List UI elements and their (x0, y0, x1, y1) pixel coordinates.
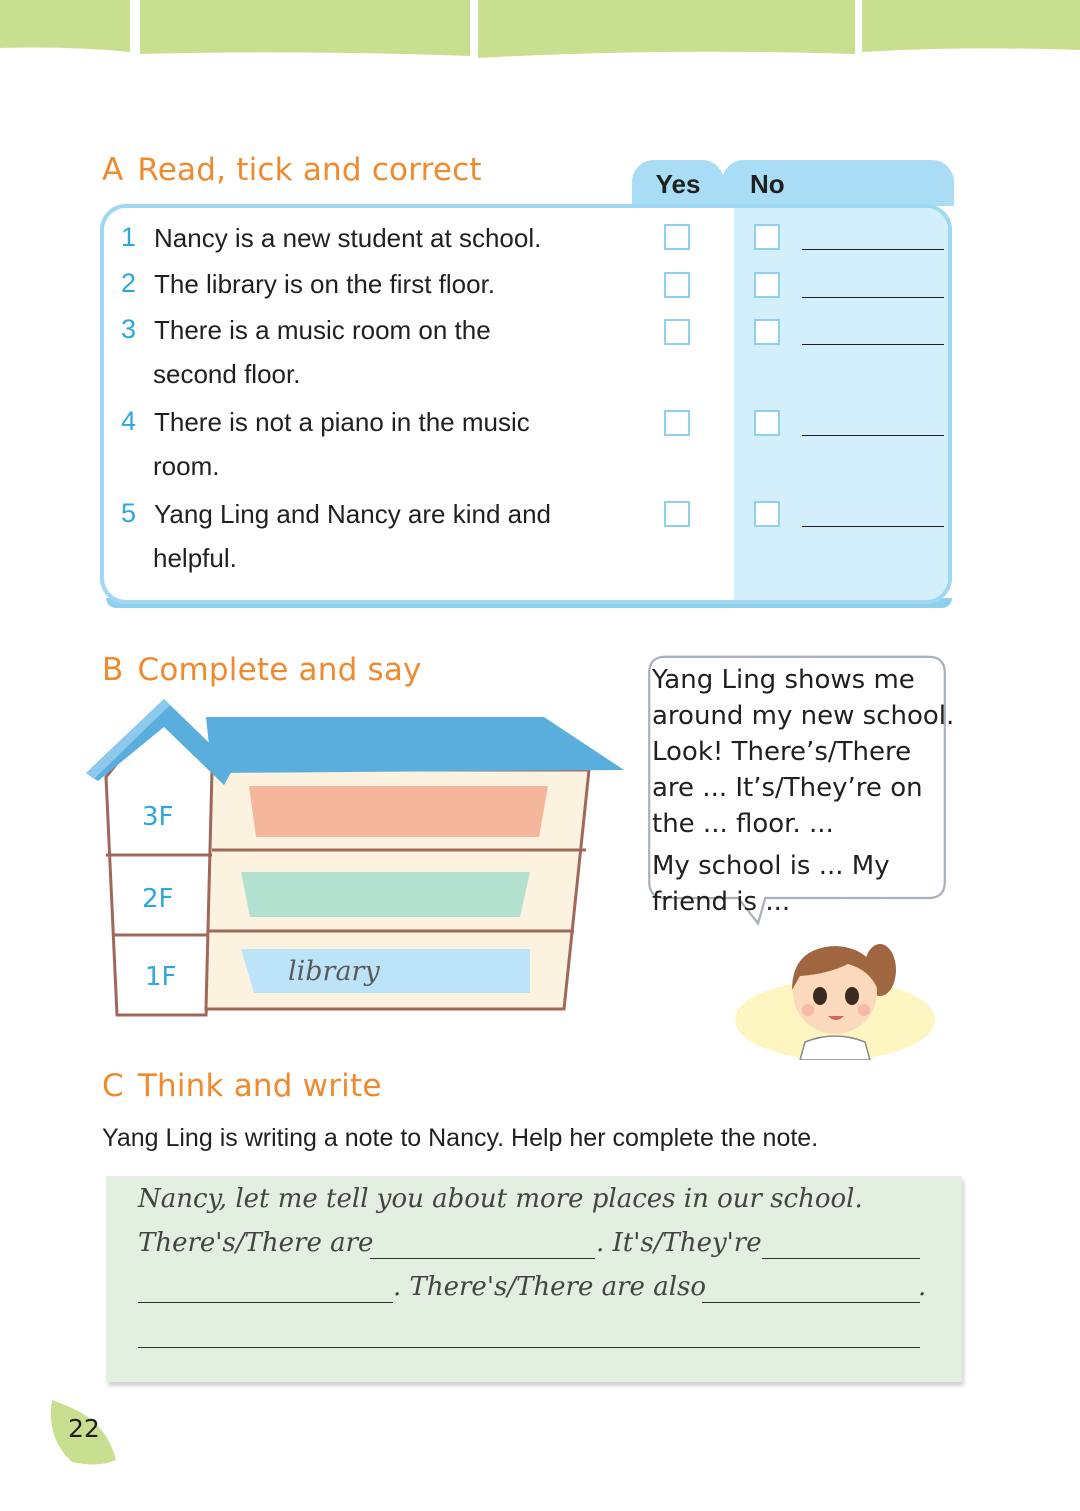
section-c-instruction: Yang Ling is writing a note to Nancy. Help her complete the note. (102, 1124, 819, 1152)
bubble-text: Yang Ling shows me around my new school. Look! There’s/There are ... It’s/They’re on the ... floor. ... My school is ... My friend is ... (652, 665, 955, 917)
page-number: 22 (68, 1414, 100, 1443)
girl-character (730, 930, 940, 1060)
section-a-title: A Read, tick and correct (102, 152, 482, 188)
question-text: Nancy is a new student at school. (154, 223, 542, 253)
question-number: 4 (121, 406, 137, 436)
question-text: There is a music room on the (154, 315, 491, 345)
no-checkbox-4[interactable] (754, 410, 780, 436)
note-blank-1[interactable] (370, 1258, 595, 1259)
yes-checkbox-2[interactable] (664, 272, 690, 298)
no-checkbox-5[interactable] (754, 501, 780, 527)
question-text-cont: room. (153, 451, 220, 481)
yes-checkbox-5[interactable] (664, 501, 690, 527)
floor-label-1f: 1F (145, 962, 177, 992)
note-blank-5[interactable] (138, 1347, 920, 1348)
floor-label-2f: 2F (142, 884, 174, 914)
answer-column-bg (734, 208, 952, 604)
note-line-1: Nancy, let me tell you about more places in our school. (138, 1184, 863, 1214)
note-blank-2[interactable] (762, 1258, 920, 1259)
correction-line-1[interactable] (802, 249, 944, 250)
no-checkbox-1[interactable] (754, 224, 780, 250)
question-number: 1 (121, 222, 137, 252)
question-number: 3 (121, 314, 137, 344)
note-text: . (918, 1272, 927, 1302)
no-checkbox-2[interactable] (754, 272, 780, 298)
question-text: There is not a piano in the music (154, 407, 530, 437)
no-checkbox-3[interactable] (754, 319, 780, 345)
question-number: 2 (121, 268, 137, 298)
correction-line-2[interactable] (802, 297, 944, 298)
yes-checkbox-4[interactable] (664, 410, 690, 436)
floor-label-3f: 3F (142, 802, 174, 832)
correction-line-4[interactable] (802, 435, 944, 436)
top-banner (0, 0, 1080, 62)
question-number: 5 (121, 498, 137, 528)
note-text: . There's/There are also (393, 1272, 707, 1302)
question-text: The library is on the first floor. (154, 269, 496, 299)
note-blank-3[interactable] (138, 1302, 393, 1303)
note-blank-4[interactable] (702, 1302, 920, 1303)
yes-header: Yes (632, 160, 724, 206)
yes-checkbox-3[interactable] (664, 319, 690, 345)
correction-line-3[interactable] (802, 344, 944, 345)
question-text: Yang Ling and Nancy are kind and (154, 499, 552, 529)
note-text: There's/There are (138, 1228, 374, 1258)
section-b-title: B Complete and say (102, 652, 422, 688)
section-c-title: C Think and write (102, 1068, 382, 1104)
note-text: . It's/They're (596, 1228, 762, 1258)
question-text-cont: second floor. (153, 359, 301, 389)
correction-line-5[interactable] (802, 526, 944, 527)
library-label: library (288, 956, 380, 987)
no-header: No (722, 160, 954, 206)
question-text-cont: helpful. (153, 543, 237, 573)
yes-checkbox-1[interactable] (664, 224, 690, 250)
